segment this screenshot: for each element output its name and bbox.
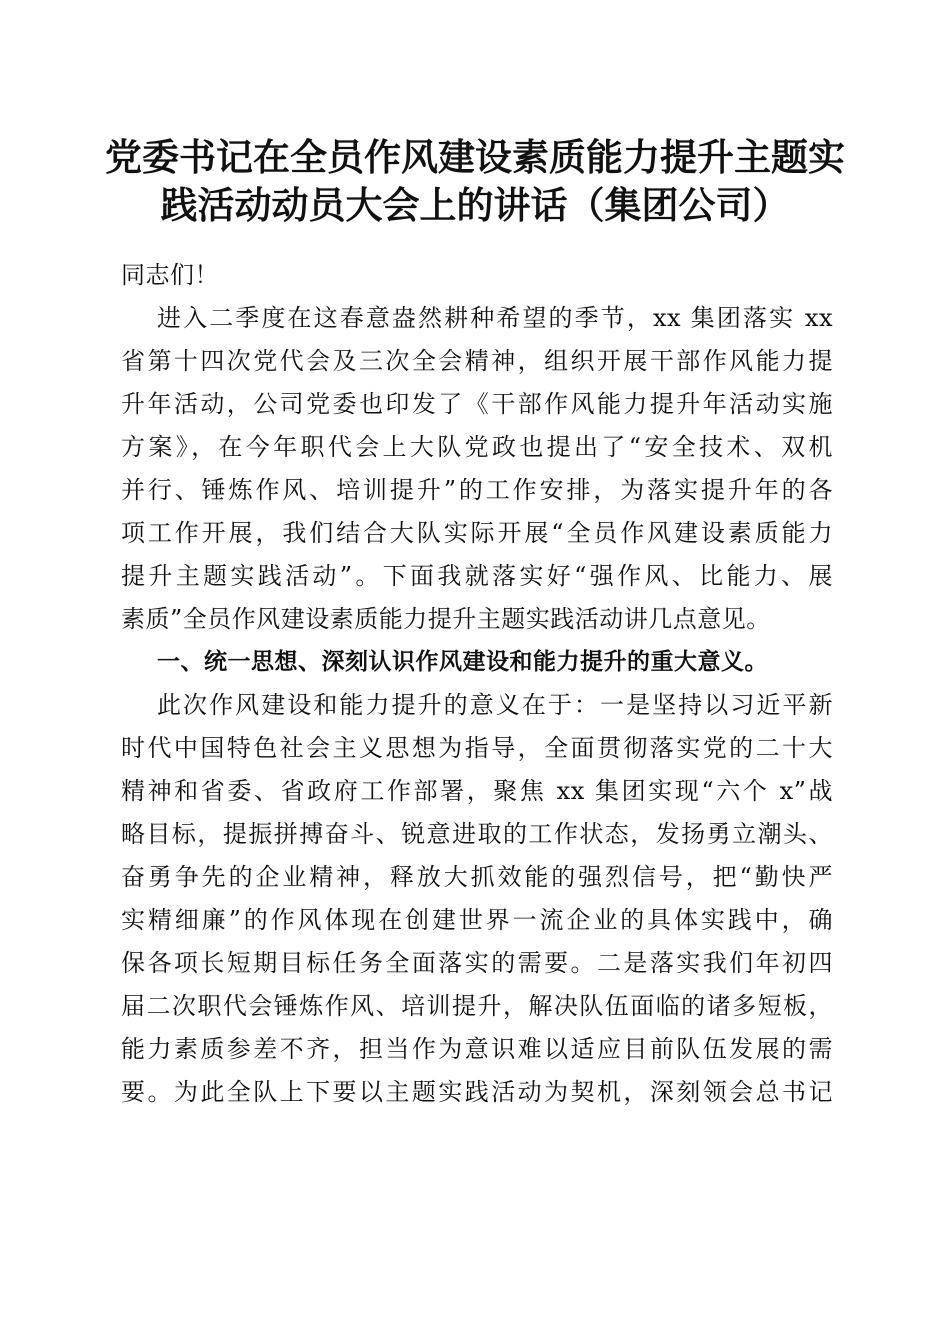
paragraph-2-line: 届二次职代会锤炼作风、培训提升，解决队伍面临的诸多短板， — [121, 992, 833, 1020]
paragraph-1-line: 素质”全员作风建设素质能力提升主题实践活动讲几点意见。 — [121, 605, 771, 633]
paragraph-2-line: 实精细廉”的作风体现在创建世界一流企业的具体实践中，确 — [121, 906, 833, 934]
paragraph-1-line: 项工作开展，我们结合大队实际开展“全员作风建设素质能力 — [121, 519, 833, 547]
document-title — [100, 134, 850, 230]
paragraph-2-line: 奋勇争先的企业精神，释放大抓效能的强烈信号，把“勤快严 — [121, 863, 833, 891]
paragraph-1 — [121, 297, 833, 641]
paragraph-2-line: 略目标，提振拼搏奋斗、锐意进取的工作状态，发扬勇立潮头、 — [121, 820, 833, 848]
paragraph-1-line: 提升主题实践活动”。下面我就落实好“强作风、比能力、展 — [121, 562, 833, 590]
title-line-1: 党委书记在全员作风建设素质能力提升主题实 — [105, 136, 845, 179]
paragraph-1-line: 进入二季度在这春意盎然耕种希望的季节，xx 集团落实 xx — [157, 304, 833, 332]
paragraph-2-line: 时代中国特色社会主义思想为指导，全面贯彻落实党的二十大 — [121, 734, 833, 762]
document-body — [121, 254, 833, 1114]
section-heading-1: 一、统一思想、深刻认识作风建设和能力提升的重大意义。 — [157, 649, 768, 675]
paragraph-2-line: 要。为此全队上下要以主题实践活动为契机，深刻领会总书记 — [121, 1078, 833, 1106]
paragraph-2-line: 能力素质参差不齐，担当作为意识难以适应目前队伍发展的需 — [121, 1035, 833, 1063]
paragraph-2-line: 精神和省委、省政府工作部署，聚焦 xx 集团实现“六个 x”战 — [121, 777, 833, 805]
paragraph-1-line: 方案》，在今年职代会上大队党政也提出了“安全技术、双机 — [121, 433, 833, 461]
paragraph-1-line: 省第十四次党代会及三次全会精神，组织开展干部作风能力提 — [121, 347, 833, 375]
paragraph-2-line: 此次作风建设和能力提升的意义在于：一是坚持以习近平新 — [157, 691, 833, 719]
paragraph-2-line: 保各项长短期目标任务全面落实的需要。二是落实我们年初四 — [121, 949, 833, 977]
paragraph-1-line: 并行、锤炼作风、培训提升”的工作安排，为落实提升年的各 — [121, 476, 833, 504]
title-line-2: 践活动动员大会上的讲话（集团公司） — [160, 184, 790, 227]
paragraph-1-line: 升年活动，公司党委也印发了《干部作风能力提升年活动实施 — [121, 390, 833, 418]
paragraph-2 — [121, 684, 833, 1114]
greeting: 同志们！ — [121, 261, 219, 289]
